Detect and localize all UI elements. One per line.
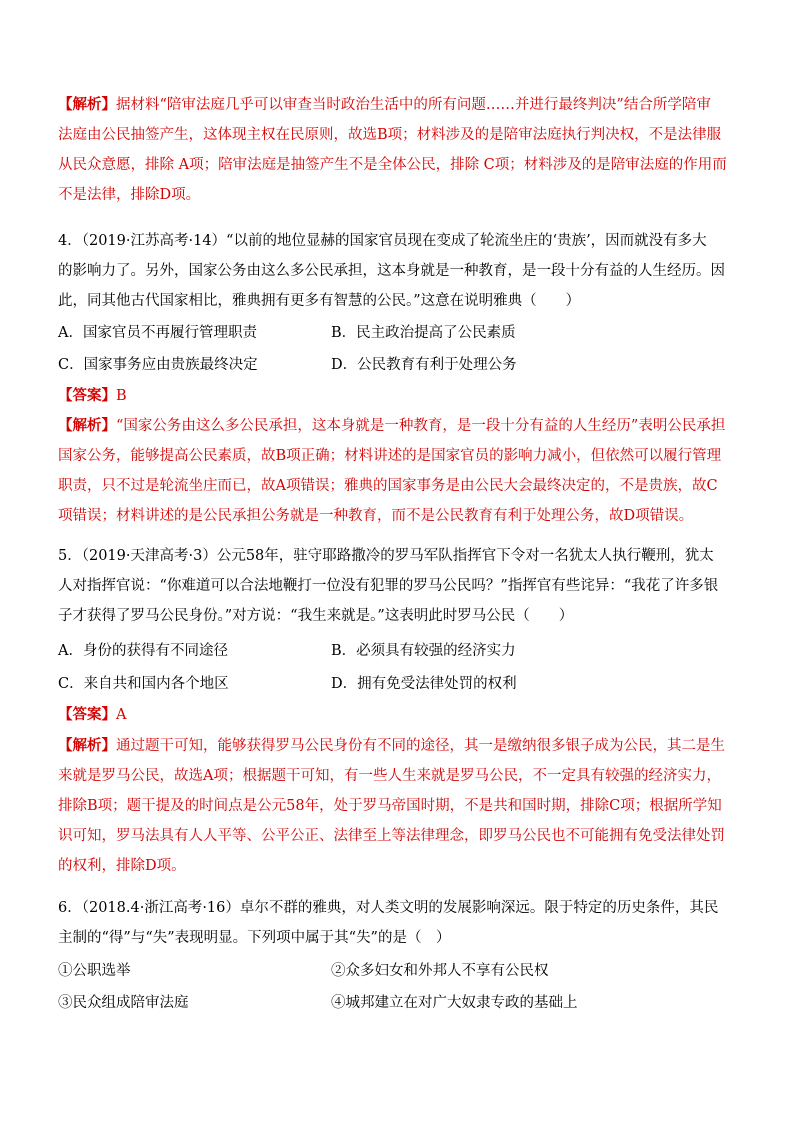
answer-label: 【答案】	[58, 706, 116, 723]
q6-option-1: ①公职选举	[58, 963, 131, 979]
q4-analysis	[58, 411, 736, 531]
analysis-text-line: 识可知，罗马法具有人人平等、公平公正、法律至上等法律理念，即罗马公民也不可能拥有免受法律处罚	[58, 828, 725, 844]
q4-option-a: A．国家官员不再履行管理职责	[58, 325, 257, 341]
q5-analysis	[58, 731, 736, 881]
analysis-text-line: 来就是罗马公民，故选A项；根据题干可知，有一些人生来就是罗马公民，不一定具有较强的经济实力，	[58, 768, 721, 784]
question-stem-line: 4．（2019·江苏高考·14）“以前的地位显赫的国家官员现在变成了轮流坐庄的‘贵族’，因而就没有多大	[58, 233, 707, 249]
analysis-block-prev	[58, 90, 736, 210]
analysis-text-line: “国家公务由这么多公民承担，这本身就是一种教育，是一段十分有益的人生经历”表明公民承担	[116, 418, 726, 434]
analysis-text-line: 的权利，排除D项。	[58, 858, 186, 874]
question-6-stem	[58, 893, 736, 953]
q5-option-c: C．来自共和国内各个地区	[58, 676, 229, 692]
question-stem-line: 的影响力了。另外，国家公务由这么多公民承担，这本身就是一种教育，是一段十分有益的人生经历。因	[58, 263, 725, 279]
answer-value: A	[116, 707, 127, 723]
q4-option-b: B．民主政治提高了公民素质	[331, 325, 516, 341]
analysis-text-line: 项错误；材料讲述的是公民承担公务就是一种教育，而不是公民教育有利于处理公务，故D项错误。	[58, 508, 694, 524]
q4-answer	[58, 381, 736, 411]
question-stem-line: 人对指挥官说：“你难道可以合法地鞭打一位没有犯罪的罗马公民吗？”指挥官有些诧异：“我花了许多银	[58, 578, 719, 594]
analysis-text-line: 法庭由公民抽签产生，这体现主权在民原则，故选B项；材料涉及的是陪审法庭执行判决权，不是法律服	[58, 127, 722, 143]
q5-option-d: D．拥有免受法律处罚的权利	[331, 676, 517, 692]
analysis-text-line: 据材料“陪审法庭几乎可以审查当时政治生活中的所有问题……并进行最终判决”结合所学陪审	[116, 97, 711, 113]
q5-option-b: B．必须具有较强的经济实力	[331, 643, 516, 659]
analysis-text-line: 国家公务，能够提高公民素质，故B项正确；材料讲述的是国家官员的影响力减小，但依然可以履行管理	[58, 448, 722, 464]
analysis-text-line: 通过题干可知，能够获得罗马公民身份有不同的途径，其一是缴纳很多银子成为公民，其二是生	[116, 738, 725, 754]
answer-value: B	[116, 388, 127, 404]
analysis-text-line: 从民众意愿，排除 A项；陪审法庭是抽签产生不是全体公民，排除 C项；材料涉及的是陪审法庭的作用而	[58, 157, 727, 173]
question-stem-line: 6．（2018.4·浙江高考·16）卓尔不群的雅典，对人类文明的发展影响深远。限于特定的历史条件，其民	[58, 900, 719, 916]
question-stem-line: 此，同其他古代国家相比，雅典拥有更多有智慧的公民。”这意在说明雅典（ ）	[58, 293, 581, 309]
analysis-label: 【解析】	[58, 417, 116, 434]
q6-option-4: ④城邦建立在对广大奴隶专政的基础上	[331, 995, 578, 1011]
question-5-stem	[58, 541, 736, 631]
question-stem-line: 子才获得了罗马公民身份。”对方说：“我生来就是。”这表明此时罗马公民（ ）	[58, 608, 574, 624]
analysis-text-line: 排除B项；题干提及的时间点是公元58年，处于罗马帝国时期，不是共和国时期，排除C项；根据所学知	[58, 798, 722, 814]
analysis-text-line: 职责，只不过是轮流坐庄而已，故A项错误；雅典的国家事务是由公民大会最终决定的，不是贵族，故C	[58, 478, 718, 494]
answer-label: 【答案】	[58, 387, 116, 404]
q6-option-2: ②众多妇女和外邦人不享有公民权	[331, 963, 549, 979]
analysis-text-line: 不是法律，排除D项。	[58, 187, 201, 203]
question-stem-line: 5．（2019·天津高考·3）公元58年，驻守耶路撒冷的罗马军队指挥官下令对一名犹太人执行鞭刑，犹太	[58, 548, 714, 564]
analysis-label: 【解析】	[58, 96, 116, 113]
document-page	[58, 0, 736, 1123]
question-stem-line: 主制的“得”与“失”表现明显。下列项中属于其“失”的是（ ）	[58, 930, 451, 946]
q5-answer	[58, 700, 736, 730]
q4-option-c: C．国家事务应由贵族最终决定	[58, 357, 258, 373]
q5-option-a: A．身份的获得有不同途径	[58, 643, 228, 659]
q4-option-d: D．公民教育有利于处理公务	[331, 357, 517, 373]
analysis-label: 【解析】	[58, 737, 116, 754]
question-4-stem	[58, 226, 736, 316]
q6-option-3: ③民众组成陪审法庭	[58, 995, 189, 1011]
